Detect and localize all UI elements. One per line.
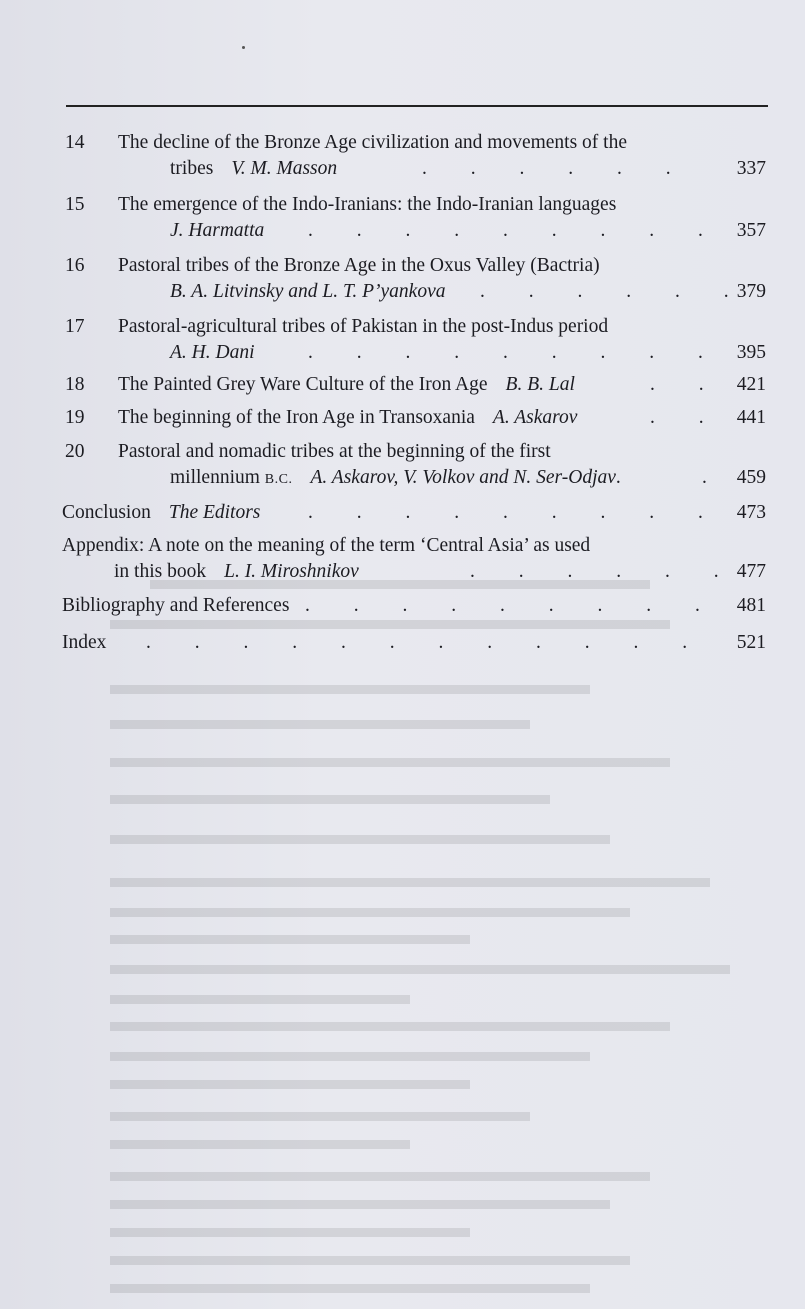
leader-dots: .: [702, 467, 707, 488]
toc-entry-16: [62, 253, 768, 314]
chapter-title-cont: millennium B.C. A. Askarov, V. Volkov and N. Ser-Odjav.: [170, 467, 621, 488]
toc-entry-15: [62, 192, 768, 253]
conclusion-author: The Editors: [168, 502, 261, 523]
chapter-author: B. B. Lal: [505, 374, 575, 395]
chapter-number: 19: [65, 407, 85, 428]
leader-dots: . . . . . .: [480, 281, 729, 302]
chapter-author: A. Askarov, V. Volkov and N. Ser-Odjav: [310, 467, 616, 488]
page-number: 473: [736, 502, 766, 523]
toc-entry-20: [62, 439, 768, 500]
chapter-title: Pastoral and nomadic tribes at the beginning of the first: [118, 441, 551, 462]
page-number: 395: [736, 342, 766, 363]
page-number: 459: [736, 467, 766, 488]
chapter-author: J. Harmatta: [170, 220, 265, 241]
page-number: 521: [736, 632, 766, 653]
toc-entry-17: [62, 314, 768, 372]
chapter-title: Pastoral-agricultural tribes of Pakistan in the post-Indus period: [118, 316, 609, 337]
page-number: 441: [736, 407, 766, 428]
chapter-number: 18: [65, 374, 85, 395]
appendix-title: Appendix: A note on the meaning of the term ‘Central Asia’ as used: [62, 535, 591, 556]
toc-entry-conclusion: [62, 500, 768, 533]
leader-dots: . . . . . .: [422, 158, 671, 179]
leader-dots: . . . . . . . . .: [305, 595, 700, 616]
chapter-number: 14: [65, 132, 85, 153]
toc-entry-bibliography: [62, 593, 768, 630]
toc-entry-14: [62, 130, 768, 192]
conclusion-title: Conclusion The Editors: [62, 502, 261, 523]
chapter-title-cont: tribes V. M. Masson: [170, 158, 338, 179]
toc-entry-18: [62, 372, 768, 405]
toc-entry-index: [62, 630, 768, 660]
leader-dots: . . . . . . . . .: [308, 220, 703, 241]
leader-dots: . . . . . .: [470, 561, 719, 582]
page-speck: [242, 46, 245, 49]
chapter-title: Pastoral tribes of the Bronze Age in the Oxus Valley (Bactria): [118, 255, 600, 276]
chapter-title: The Painted Grey Ware Culture of the Iron Age B. B. Lal: [118, 374, 575, 395]
toc-entry-appendix: [62, 533, 768, 593]
index-title: Index: [62, 632, 107, 653]
header-rule: [66, 105, 768, 107]
chapter-author: A. H. Dani: [170, 342, 255, 363]
page-number: 357: [736, 220, 766, 241]
chapter-number: 20: [65, 441, 85, 462]
leader-dots: . . . . . . . . . . . .: [146, 632, 688, 653]
toc-entry-19: [62, 405, 768, 439]
chapter-number: 16: [65, 255, 85, 276]
chapter-author: B. A. Litvinsky and L. T. P’yankova: [170, 281, 446, 302]
table-of-contents: [62, 130, 768, 660]
page-number: 481: [736, 595, 766, 616]
page-number: 421: [736, 374, 766, 395]
bibliography-title: Bibliography and References: [62, 595, 290, 616]
leader-dots: . .: [650, 374, 704, 395]
appendix-author: L. I. Miroshnikov: [224, 561, 359, 582]
leader-dots: . .: [650, 407, 704, 428]
chapter-number: 15: [65, 194, 85, 215]
chapter-author: A. Askarov: [492, 407, 578, 428]
chapter-title: The decline of the Bronze Age civilization and movements of the: [118, 132, 627, 153]
leader-dots: . . . . . . . . .: [308, 342, 703, 363]
page-number: 379: [736, 281, 766, 302]
leader-dots: . . . . . . . . .: [308, 502, 703, 523]
page-number: 477: [736, 561, 766, 582]
chapter-number: 17: [65, 316, 85, 337]
chapter-title: The emergence of the Indo-Iranians: the Indo-Iranian languages: [118, 194, 617, 215]
chapter-title: The beginning of the Iron Age in Transoxania A. Askarov: [118, 407, 578, 428]
appendix-title-cont: in this book L. I. Miroshnikov: [114, 561, 359, 582]
chapter-author: V. M. Masson: [231, 158, 338, 179]
page-number: 337: [736, 158, 766, 179]
